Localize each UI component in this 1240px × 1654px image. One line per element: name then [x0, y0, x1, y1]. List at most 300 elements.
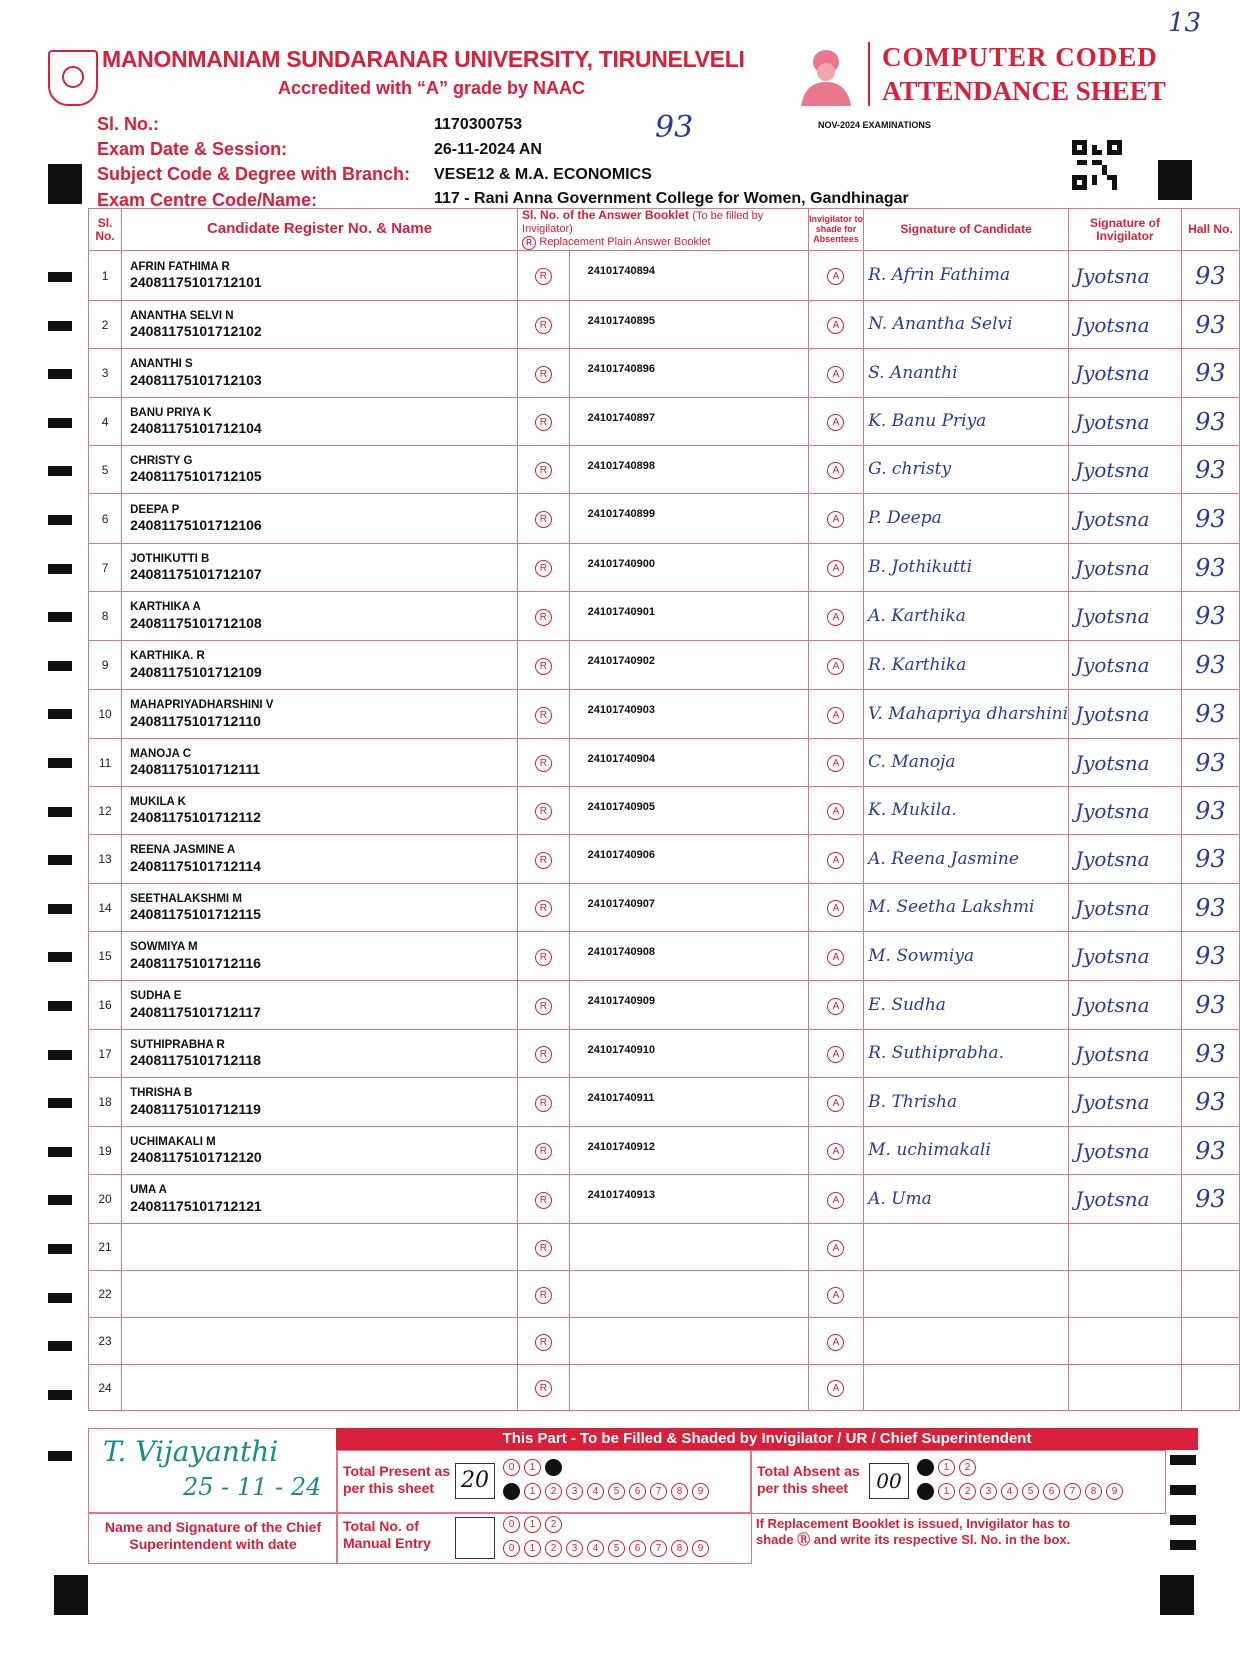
- present-field[interactable]: 20: [455, 1463, 495, 1499]
- candidate-name: AFRIN FATHIMA R: [130, 260, 230, 273]
- header-sig-invigilator: Signature of Invigilator: [1069, 209, 1182, 251]
- chief-date: 25 - 11 - 24: [183, 1473, 322, 1501]
- digit-bubble-icon[interactable]: 1: [938, 1459, 955, 1476]
- candidate-name: MANOJA C: [130, 747, 192, 760]
- invigilator-signature: Jyotsna: [1069, 446, 1182, 494]
- timing-mark: [1170, 1540, 1196, 1550]
- absent-bubble-cell[interactable]: [808, 251, 863, 301]
- digit-bubble-icon[interactable]: 1: [524, 1459, 541, 1476]
- timing-mark: [48, 1050, 72, 1060]
- absent-bubble-icon[interactable]: A: [827, 707, 844, 724]
- replacement-bubble-icon[interactable]: R: [535, 414, 552, 431]
- hall-number: 93: [1181, 981, 1239, 1030]
- row-candidate: [122, 739, 518, 787]
- booklet-number: 24101740913: [569, 1175, 808, 1224]
- replacement-bubble-icon[interactable]: R: [535, 511, 552, 528]
- row-sl: 15: [89, 932, 122, 981]
- digit-bubble-icon[interactable]: 9: [692, 1483, 709, 1500]
- present-box: [336, 1450, 752, 1514]
- replacement-bubble-cell[interactable]: [518, 739, 570, 787]
- sheet-title-line1: COMPUTER CODED: [882, 42, 1158, 72]
- invigilator-signature: Jyotsna: [1069, 1175, 1182, 1224]
- replacement-bubble-icon[interactable]: R: [535, 1380, 552, 1397]
- row-sl: 4: [89, 398, 122, 446]
- row-sl: 18: [89, 1078, 122, 1127]
- table-row: [89, 544, 1240, 592]
- table-row: [89, 251, 1240, 301]
- absent-bubble-icon[interactable]: A: [827, 1143, 844, 1160]
- timing-mark: [1170, 1485, 1196, 1495]
- table-row: [89, 494, 1240, 544]
- timing-mark: [48, 904, 72, 914]
- candidate-name: SEETHALAKSHMI M: [130, 892, 242, 905]
- table-row: [89, 592, 1240, 641]
- booklet-number: 24101740912: [569, 1127, 808, 1175]
- absent-tens-bubbles[interactable]: [917, 1459, 976, 1476]
- absent-bubble-icon[interactable]: A: [827, 900, 844, 917]
- timing-mark: [48, 758, 72, 768]
- centre-label: Exam Centre Code/Name:: [97, 190, 318, 210]
- booklet-number: 24101740898: [569, 446, 808, 494]
- replacement-bubble-cell[interactable]: [518, 641, 570, 690]
- digit-bubble-icon[interactable]: 3: [566, 1540, 583, 1557]
- replacement-bubble-cell[interactable]: [518, 1127, 570, 1175]
- replacement-bubble-cell[interactable]: [518, 301, 570, 349]
- hall-number: 93: [1181, 1078, 1239, 1127]
- invigilator-signature: Jyotsna: [1069, 787, 1182, 835]
- replacement-bubble-icon[interactable]: R: [535, 900, 552, 917]
- invigilator-signature: Jyotsna: [1069, 884, 1182, 932]
- absent-bubble-icon[interactable]: A: [827, 560, 844, 577]
- absent-bubble-icon[interactable]: A: [827, 949, 844, 966]
- replacement-bubble-cell[interactable]: [518, 884, 570, 932]
- digit-bubble-icon[interactable]: 7: [1064, 1483, 1081, 1500]
- row-sl: 11: [89, 739, 122, 787]
- founder-portrait-icon: [795, 42, 857, 106]
- row-sl: 2: [89, 301, 122, 349]
- header-sl: Sl. No.: [89, 209, 122, 251]
- replacement-bubble-icon[interactable]: R: [535, 1192, 552, 1209]
- row-candidate: [122, 1271, 518, 1318]
- absent-bubble-icon[interactable]: A: [827, 268, 844, 285]
- absent-units-bubbles[interactable]: [917, 1483, 1123, 1500]
- invigilator-signature: Jyotsna: [1069, 981, 1182, 1030]
- replacement-bubble-icon[interactable]: R: [535, 949, 552, 966]
- booklet-number: 24101740900: [569, 544, 808, 592]
- replacement-bubble-cell[interactable]: [518, 446, 570, 494]
- absent-bubble-cell[interactable]: [808, 641, 863, 690]
- replacement-bubble-icon[interactable]: R: [535, 755, 552, 772]
- booklet-number: 24101740904: [569, 739, 808, 787]
- absent-bubble-cell[interactable]: [808, 739, 863, 787]
- candidate-signature: B. Jothikutti: [864, 544, 1069, 592]
- absent-bubble-icon[interactable]: A: [827, 414, 844, 431]
- row-candidate: [122, 544, 518, 592]
- replacement-bubble-icon[interactable]: R: [535, 1334, 552, 1351]
- absent-bubble-icon[interactable]: A: [827, 755, 844, 772]
- digit-bubble-icon[interactable]: 1: [938, 1483, 955, 1500]
- candidate-name: JOTHIKUTTI B: [130, 552, 210, 565]
- table-row: [89, 1078, 1240, 1127]
- subject-value: VESE12 & M.A. ECONOMICS: [434, 166, 652, 183]
- register-number: 24081175101712104: [130, 420, 262, 437]
- absent-bubble-icon[interactable]: A: [827, 1095, 844, 1112]
- replacement-bubble-icon[interactable]: R: [535, 560, 552, 577]
- invigilator-signature: Jyotsna: [1069, 932, 1182, 981]
- absent-bubble-icon[interactable]: A: [827, 1287, 844, 1304]
- absent-bubble-cell[interactable]: [808, 932, 863, 981]
- candidate-name: KARTHIKA. R: [130, 650, 205, 663]
- digit-bubble-icon[interactable]: 2: [545, 1540, 562, 1557]
- replacement-bubble-cell[interactable]: [518, 835, 570, 884]
- register-number: 24081175101712103: [130, 371, 262, 388]
- digit-bubble-icon[interactable]: 6: [629, 1540, 646, 1557]
- table-row: [89, 739, 1240, 787]
- absent-bubble-icon[interactable]: A: [827, 317, 844, 334]
- header-booklet: Sl. No. of the Answer Booklet (To be filled by Invigilator) R Replacement Plain Answer Booklet: [518, 209, 809, 251]
- row-sl: 14: [89, 884, 122, 932]
- table-row: [89, 1224, 1240, 1271]
- absent-bubble-icon[interactable]: A: [827, 852, 844, 869]
- invigilator-signature: Jyotsna: [1069, 301, 1182, 349]
- register-number: 24081175101712110: [130, 712, 261, 729]
- absent-bubble-icon[interactable]: A: [827, 1192, 844, 1209]
- replacement-bubble-cell[interactable]: [518, 1030, 570, 1078]
- timing-mark: [48, 807, 72, 817]
- absent-bubble-cell[interactable]: [808, 301, 863, 349]
- absent-bubble-cell[interactable]: [808, 981, 863, 1030]
- subject-label: Subject Code & Degree with Branch:: [97, 164, 411, 184]
- chief-sig-box: [88, 1428, 338, 1514]
- absent-bubble-icon[interactable]: A: [827, 1240, 844, 1257]
- absent-bubble-cell[interactable]: [808, 884, 863, 932]
- table-row: [89, 1271, 1240, 1318]
- hall-number: 93: [1181, 641, 1239, 690]
- absent-bubble-icon[interactable]: A: [827, 511, 844, 528]
- absent-bubble-icon[interactable]: A: [827, 609, 844, 626]
- row-sl: 3: [89, 349, 122, 398]
- digit-bubble-icon[interactable]: 5: [1022, 1483, 1039, 1500]
- digit-bubble-icon[interactable]: 0: [917, 1459, 934, 1476]
- invigilator-signature: [1069, 1224, 1182, 1271]
- invigilator-signature: Jyotsna: [1069, 1127, 1182, 1175]
- replacement-bubble-icon[interactable]: R: [535, 366, 552, 383]
- digit-bubble-icon[interactable]: 9: [1106, 1483, 1123, 1500]
- replacement-bubble-cell[interactable]: [518, 494, 570, 544]
- absent-bubble-cell[interactable]: [808, 787, 863, 835]
- replacement-bubble-icon[interactable]: R: [535, 658, 552, 675]
- register-number: 24081175101712115: [130, 906, 261, 923]
- register-number: 24081175101712105: [130, 468, 262, 485]
- absent-bubble-icon[interactable]: A: [827, 366, 844, 383]
- absent-bubble-icon[interactable]: A: [827, 1380, 844, 1397]
- replacement-bubble-icon[interactable]: R: [535, 609, 552, 626]
- replacement-bubble-icon[interactable]: R: [535, 998, 552, 1015]
- absent-bubble-cell[interactable]: [808, 1318, 863, 1365]
- absent-bubble-icon[interactable]: A: [827, 803, 844, 820]
- replacement-bubble-icon[interactable]: R: [535, 1143, 552, 1160]
- invigilator-signature: Jyotsna: [1069, 251, 1182, 301]
- absent-bubble-cell[interactable]: [808, 835, 863, 884]
- absent-box: [750, 1450, 1166, 1514]
- digit-bubble-icon[interactable]: 5: [608, 1483, 625, 1500]
- row-candidate: [122, 1224, 518, 1271]
- table-row: [89, 1127, 1240, 1175]
- replacement-bubble-cell[interactable]: [518, 1175, 570, 1224]
- digit-bubble-icon[interactable]: 8: [671, 1483, 688, 1500]
- hall-number: [1181, 1224, 1239, 1271]
- register-number: 24081175101712119: [130, 1100, 261, 1117]
- replacement-bubble-cell[interactable]: [518, 349, 570, 398]
- digit-bubble-icon[interactable]: 6: [1043, 1483, 1060, 1500]
- digit-bubble-icon[interactable]: 1: [524, 1540, 541, 1557]
- candidate-signature: N. Anantha Selvi: [864, 301, 1069, 349]
- header-sig-candidate: Signature of Candidate: [864, 209, 1069, 251]
- booklet-number: 24101740910: [569, 1030, 808, 1078]
- attendance-table: [88, 208, 1240, 1411]
- absent-bubble-cell[interactable]: [808, 446, 863, 494]
- candidate-name: SOWMIYA M: [130, 941, 198, 954]
- absent-bubble-icon[interactable]: A: [827, 1334, 844, 1351]
- row-candidate: [122, 446, 518, 494]
- header-hall: Hall No.: [1181, 209, 1239, 251]
- header-absent: Invigilator to shade for Absentees: [808, 209, 863, 251]
- digit-bubble-icon[interactable]: 8: [671, 1540, 688, 1557]
- digit-bubble-icon[interactable]: 2: [545, 1483, 562, 1500]
- row-candidate: [122, 349, 518, 398]
- absent-bubble-cell[interactable]: [808, 1175, 863, 1224]
- absent-bubble-cell[interactable]: [808, 1078, 863, 1127]
- replacement-bubble-cell[interactable]: [518, 932, 570, 981]
- replacement-bubble-icon[interactable]: R: [535, 707, 552, 724]
- booklet-number: 24101740901: [569, 592, 808, 641]
- row-candidate: [122, 494, 518, 544]
- timing-mark: [48, 1341, 72, 1351]
- replacement-bubble-cell[interactable]: [518, 787, 570, 835]
- replacement-bubble-cell[interactable]: [518, 1318, 570, 1365]
- digit-bubble-icon[interactable]: 2: [545, 1459, 562, 1476]
- digit-bubble-icon[interactable]: 1: [524, 1483, 541, 1500]
- digit-bubble-icon[interactable]: 3: [980, 1483, 997, 1500]
- absent-bubble-cell[interactable]: [808, 398, 863, 446]
- replacement-bubble-icon[interactable]: R: [535, 317, 552, 334]
- candidate-name: ANANTHI S: [130, 358, 193, 371]
- absent-bubble-cell[interactable]: [808, 544, 863, 592]
- replacement-bubble-cell[interactable]: [518, 1365, 570, 1411]
- present-units-bubbles[interactable]: [503, 1483, 709, 1500]
- replacement-bubble-cell[interactable]: [518, 1271, 570, 1318]
- absent-bubble-cell[interactable]: [808, 592, 863, 641]
- invigilator-signature: [1069, 1271, 1182, 1318]
- booklet-number: 24101740903: [569, 690, 808, 739]
- digit-bubble-icon[interactable]: 7: [650, 1483, 667, 1500]
- candidate-name: BANU PRIYA K: [130, 406, 212, 419]
- timing-mark: [48, 612, 72, 622]
- timing-mark: [48, 321, 72, 331]
- manual-tens-bubbles[interactable]: [503, 1516, 562, 1533]
- manual-field[interactable]: [455, 1517, 495, 1559]
- replacement-bubble-cell[interactable]: [518, 251, 570, 301]
- absent-bubble-cell[interactable]: [808, 349, 863, 398]
- digit-bubble-icon[interactable]: 3: [566, 1483, 583, 1500]
- present-tens-bubbles[interactable]: [503, 1459, 562, 1476]
- hall-number: 93: [1181, 932, 1239, 981]
- hall-number-handwritten: 93: [655, 110, 694, 145]
- digit-bubble-icon[interactable]: 4: [1001, 1483, 1018, 1500]
- absent-bubble-cell[interactable]: [808, 1127, 863, 1175]
- row-sl: 8: [89, 592, 122, 641]
- candidate-name: MUKILA K: [130, 795, 186, 808]
- timing-mark: [48, 1390, 72, 1400]
- digit-bubble-icon[interactable]: 9: [692, 1540, 709, 1557]
- hall-number: 93: [1181, 835, 1239, 884]
- candidate-signature: E. Sudha: [864, 981, 1069, 1030]
- digit-bubble-icon[interactable]: 0: [503, 1459, 520, 1476]
- absent-bubble-cell[interactable]: [808, 1271, 863, 1318]
- replacement-bubble-cell[interactable]: [518, 544, 570, 592]
- row-candidate: [122, 787, 518, 835]
- absent-bubble-icon[interactable]: A: [827, 658, 844, 675]
- digit-bubble-icon[interactable]: 4: [587, 1540, 604, 1557]
- chief-label-box: [88, 1512, 338, 1564]
- exam-label: NOV-2024 EXAMINATIONS: [818, 120, 931, 130]
- table-row: [89, 446, 1240, 494]
- table-row: [89, 301, 1240, 349]
- row-candidate: [122, 641, 518, 690]
- candidate-name: SUTHIPRABHA R: [130, 1038, 225, 1051]
- timing-mark: [48, 369, 72, 379]
- hall-number: 93: [1181, 1030, 1239, 1078]
- candidate-signature: G. christy: [864, 446, 1069, 494]
- digit-bubble-icon[interactable]: 2: [959, 1483, 976, 1500]
- table-row: [89, 835, 1240, 884]
- digit-bubble-icon[interactable]: 0: [917, 1483, 934, 1500]
- digit-bubble-icon[interactable]: 2: [959, 1459, 976, 1476]
- replacement-bubble-cell[interactable]: [518, 1078, 570, 1127]
- table-row: [89, 349, 1240, 398]
- invigilator-signature: Jyotsna: [1069, 544, 1182, 592]
- digit-bubble-icon[interactable]: 2: [545, 1516, 562, 1533]
- row-candidate: [122, 592, 518, 641]
- booklet-number: [569, 1318, 808, 1365]
- digit-bubble-icon[interactable]: 6: [629, 1483, 646, 1500]
- candidate-signature: M. uchimakali: [864, 1127, 1069, 1175]
- manual-units-bubbles[interactable]: [503, 1540, 709, 1557]
- row-sl: 16: [89, 981, 122, 1030]
- absent-bubble-cell[interactable]: [808, 690, 863, 739]
- digit-bubble-icon[interactable]: 4: [587, 1483, 604, 1500]
- absent-bubble-icon[interactable]: A: [827, 998, 844, 1015]
- replacement-bubble-cell[interactable]: [518, 398, 570, 446]
- digit-bubble-icon[interactable]: 5: [608, 1540, 625, 1557]
- sl-no-value: 1170300753: [434, 116, 523, 133]
- candidate-name: ANANTHA SELVI N: [130, 309, 234, 322]
- corner-mark: [48, 164, 82, 204]
- candidate-signature: K. Banu Priya: [864, 398, 1069, 446]
- replacement-bubble-icon[interactable]: R: [535, 852, 552, 869]
- hall-number: 93: [1181, 251, 1239, 301]
- hall-number: 93: [1181, 1175, 1239, 1224]
- timing-mark: [48, 1244, 72, 1254]
- replacement-bubble-icon[interactable]: R: [535, 803, 552, 820]
- invigilator-signature: Jyotsna: [1069, 1030, 1182, 1078]
- digit-bubble-icon[interactable]: 1: [524, 1516, 541, 1533]
- table-row: [89, 787, 1240, 835]
- hall-number: [1181, 1271, 1239, 1318]
- timing-mark: [1170, 1515, 1196, 1525]
- candidate-name: THRISHA B: [130, 1087, 193, 1100]
- candidate-name: CHRISTY G: [130, 454, 193, 467]
- digit-bubble-icon[interactable]: 0: [503, 1483, 520, 1500]
- replacement-bubble-icon[interactable]: R: [535, 1240, 552, 1257]
- row-candidate: [122, 690, 518, 739]
- replacement-bubble-cell[interactable]: [518, 690, 570, 739]
- replacement-bubble-icon[interactable]: R: [535, 1095, 552, 1112]
- candidate-signature: M. Sowmiya: [864, 932, 1069, 981]
- digit-bubble-icon[interactable]: 0: [503, 1516, 520, 1533]
- booklet-number: 24101740897: [569, 398, 808, 446]
- hall-number: 93: [1181, 787, 1239, 835]
- replacement-bubble-icon[interactable]: R: [535, 1287, 552, 1304]
- register-number: 24081175101712117: [130, 1003, 261, 1020]
- row-candidate: [122, 1078, 518, 1127]
- candidate-signature: [864, 1271, 1069, 1318]
- invigilator-signature: Jyotsna: [1069, 1078, 1182, 1127]
- replacement-bubble-icon[interactable]: R: [535, 1046, 552, 1063]
- booklet-number: 24101740895: [569, 301, 808, 349]
- candidate-signature: R. Suthiprabha.: [864, 1030, 1069, 1078]
- table-row: [89, 1175, 1240, 1224]
- invigilator-signature: Jyotsna: [1069, 690, 1182, 739]
- absent-bubble-icon[interactable]: A: [827, 1046, 844, 1063]
- invigilator-signature: Jyotsna: [1069, 739, 1182, 787]
- timing-mark: [48, 515, 72, 525]
- replacement-bubble-cell[interactable]: [518, 981, 570, 1030]
- absent-bubble-cell[interactable]: [808, 1224, 863, 1271]
- register-number: 24081175101712118: [130, 1052, 261, 1069]
- replacement-bubble-cell[interactable]: [518, 592, 570, 641]
- candidate-name: DEEPA P: [130, 503, 180, 516]
- absent-bubble-cell[interactable]: [808, 1365, 863, 1411]
- booklet-number: [569, 1365, 808, 1411]
- digit-bubble-icon[interactable]: 7: [650, 1540, 667, 1557]
- row-sl: 19: [89, 1127, 122, 1175]
- hall-number: 93: [1181, 884, 1239, 932]
- corner-mark: [54, 1575, 88, 1615]
- replacement-bubble-icon[interactable]: R: [535, 268, 552, 285]
- absent-bubble-cell[interactable]: [808, 494, 863, 544]
- row-candidate: [122, 1175, 518, 1224]
- absent-bubble-icon[interactable]: A: [827, 462, 844, 479]
- candidate-signature: S. Ananthi: [864, 349, 1069, 398]
- row-candidate: [122, 1030, 518, 1078]
- register-number: 24081175101712107: [130, 566, 262, 583]
- absent-field[interactable]: 00: [869, 1463, 909, 1499]
- timing-mark: [48, 1098, 72, 1108]
- digit-bubble-icon[interactable]: 8: [1085, 1483, 1102, 1500]
- candidate-name: SUDHA E: [130, 990, 182, 1003]
- absent-bubble-cell[interactable]: [808, 1030, 863, 1078]
- row-sl: 9: [89, 641, 122, 690]
- digit-bubble-icon[interactable]: 0: [503, 1540, 520, 1557]
- booklet-number: 24101740896: [569, 349, 808, 398]
- timing-mark: [48, 1195, 72, 1205]
- replacement-bubble-icon[interactable]: R: [535, 462, 552, 479]
- row-candidate: [122, 398, 518, 446]
- invigilator-signature: Jyotsna: [1069, 398, 1182, 446]
- replacement-bubble-cell[interactable]: [518, 1224, 570, 1271]
- university-logo-icon: [48, 50, 98, 106]
